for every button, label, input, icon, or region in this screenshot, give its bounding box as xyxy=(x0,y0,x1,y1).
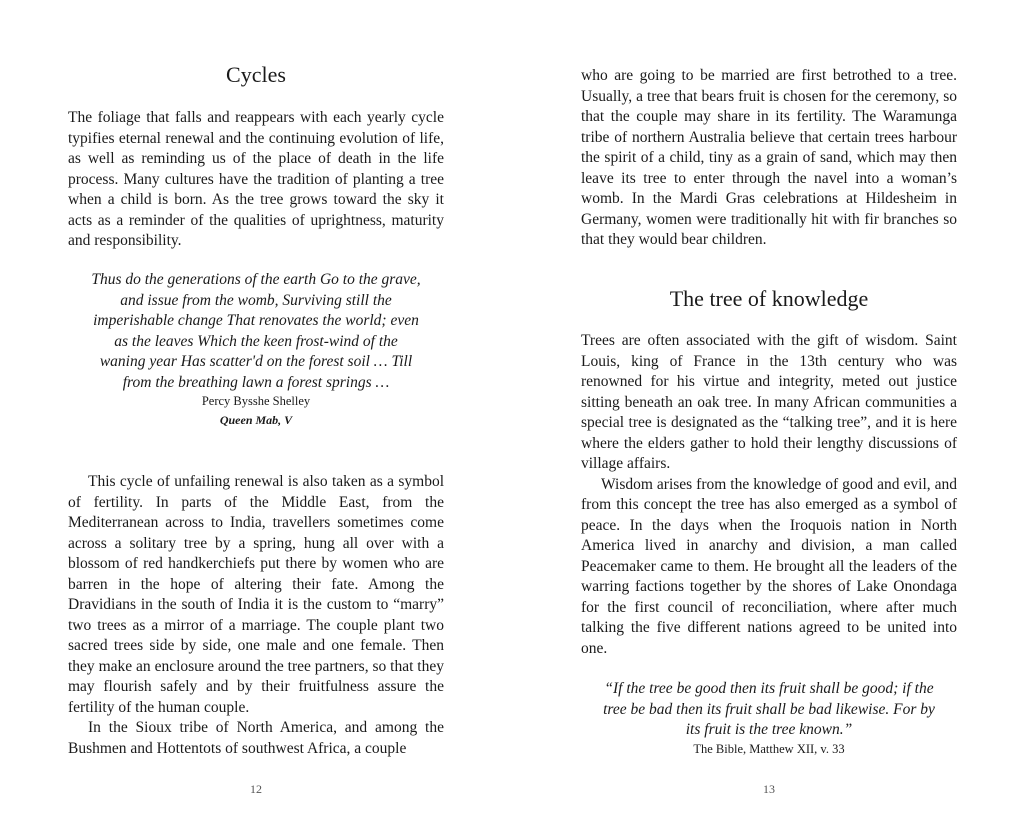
right-body-top xyxy=(581,66,957,251)
paragraph: Wisdom arises from the knowledge of good and evil, and from this concept the tree has also emerged as a symbol of peace. In the days when the Iroquois nation in North America lived in anarchy and division, a man called Peacemaker came to them. He brought all the leaders of the warring factions together by the shores of Lake Onondaga for the first council of reconciliation, where after much talking the five different nations agreed to be united into one. xyxy=(581,475,957,657)
paragraph: This cycle of unfailing renewal is also taken as a symbol of fertility. In parts of the Middle East, from the Mediterranean across to India, travellers sometimes come across a solitary tree by a spring, hung all over with a blossom of red handkerchiefs put there by women who are barren in the hope of altering their fate. Among the Dravidians in the south of India it is the custom to “marry” two trees as a mirror of a marriage. The couple plant two sacred trees side by side, one male and one female. Then they make an enclosure around the tree partners, so that they may flourish safely and by their fruitfulness assure the fertility of the human couple. xyxy=(68,473,444,716)
quote-text: “If the tree be good then its fruit shall be good; if the tree be bad then its fruit shall be bad likewise. For by its fruit is the tree known.” xyxy=(603,680,935,738)
shelley-quote xyxy=(68,270,444,431)
paragraph: who are going to be married are first betrothed to a tree. Usually, a tree that bears fruit is chosen for the ceremony, so that the couple may share in its fertility. The Waramunga tribe of northern Australia believe that certain trees harbour the spirit of a child, tiny as a grain of sand, which may then leave its tree to enter through the navel into a woman’s womb. In the Mardi Gras celebrations at Hildesheim in Germany, women were traditionally hit with fir branches so that they would bear children. xyxy=(581,67,957,248)
paragraph: In the Sioux tribe of North America, and among the Bushmen and Hottentots of southwest Africa, a couple xyxy=(68,719,444,757)
left-page xyxy=(68,0,444,821)
right-body-middle xyxy=(581,331,957,659)
page-number: 13 xyxy=(763,782,775,796)
left-body-bottom xyxy=(68,472,444,759)
quote-attribution: The Bible, Matthew XII, v. 33 xyxy=(693,741,845,756)
right-page xyxy=(581,0,957,821)
quote-text: Thus do the generations of the earth Go to the grave, and issue from the womb, Surviving still the imperishable change That renovates the world; even as the leaves Which the keen frost-wind of the waning year Has scatter'd on the forest soil … Till from the breathing lawn a forest springs … xyxy=(91,271,421,391)
left-body-top xyxy=(68,108,444,252)
section-heading-cycles: Cycles xyxy=(226,62,286,87)
quote-work: Queen Mab, V xyxy=(219,413,293,427)
paragraph: The foliage that falls and reappears with each yearly cycle typifies eternal renewal and the continuing evolution of life, as well as reminding us of the place of death in the life process. Many cultures have the tradition of planting a tree when a child is born. As the tree grows toward the sky it acts as a reminder of the qualities of uprightness, maturity and responsibility. xyxy=(68,109,444,249)
paragraph: Trees are often associated with the gift of wisdom. Saint Louis, king of France in the 13th century who was renowned for his virtue and integrity, meted out justice sitting beneath an oak tree. In many African communities a special tree is designated as the “talking tree”, and it is here where the elders gather to hold their lengthy discussions of village affairs. xyxy=(581,332,957,472)
page-number: 12 xyxy=(250,782,262,796)
bible-quote xyxy=(581,679,957,757)
quote-author: Percy Bysshe Shelley xyxy=(201,394,311,408)
section-heading-tree-of-knowledge: The tree of knowledge xyxy=(669,286,869,311)
